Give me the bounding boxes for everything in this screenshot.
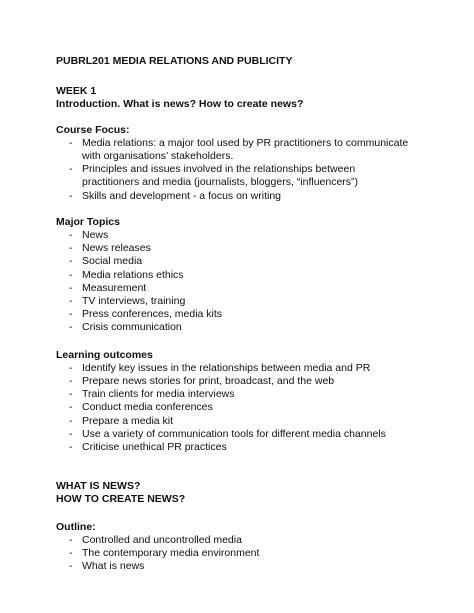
list-item bbox=[56, 163, 451, 189]
list-item bbox=[56, 428, 451, 441]
week-label: WEEK 1 bbox=[56, 85, 97, 98]
spacer bbox=[56, 112, 451, 124]
spacer bbox=[56, 335, 451, 349]
outline-heading: Outline: bbox=[56, 520, 96, 533]
bullet-dash: - bbox=[69, 547, 73, 560]
list-item-text: News releases bbox=[82, 242, 151, 255]
spacer bbox=[56, 507, 451, 521]
bullet-dash: - bbox=[69, 136, 73, 149]
list-item bbox=[56, 560, 451, 573]
spacer bbox=[56, 68, 451, 85]
list-item-line: Media relations: a major tool used by PR practitioners to communicate bbox=[82, 136, 409, 149]
list-item-text: Skills and development - a focus on writing bbox=[82, 189, 282, 202]
list-item-text: What is news bbox=[82, 560, 145, 573]
list-item bbox=[56, 441, 451, 454]
list-item-text bbox=[82, 137, 451, 163]
list-item bbox=[56, 375, 451, 388]
bullet-dash: - bbox=[69, 295, 73, 308]
major-topics-heading: Major Topics bbox=[56, 215, 120, 228]
list-item bbox=[56, 190, 451, 203]
list-item bbox=[56, 308, 451, 321]
list-item-text: Controlled and uncontrolled media bbox=[82, 533, 242, 546]
spacer bbox=[56, 203, 451, 216]
list-item-text: Social media bbox=[82, 255, 143, 268]
week-subtitle: Introduction. What is news? How to create news? bbox=[56, 98, 304, 111]
bullet-dash: - bbox=[69, 308, 73, 321]
course-focus-heading: Course Focus: bbox=[56, 123, 130, 136]
list-item bbox=[56, 295, 451, 308]
list-item bbox=[56, 282, 451, 295]
spacer bbox=[56, 454, 451, 480]
list-item-line: Principles and issues involved in the relationships between bbox=[82, 163, 356, 176]
list-item bbox=[56, 401, 451, 414]
document-page bbox=[56, 55, 451, 574]
list-item-text: Use a variety of communication tools for different media channels bbox=[82, 427, 386, 440]
list-item bbox=[56, 534, 451, 547]
bullet-dash: - bbox=[69, 388, 73, 401]
bullet-dash: - bbox=[69, 401, 73, 414]
bullet-dash: - bbox=[69, 242, 73, 255]
bullet-dash: - bbox=[69, 427, 73, 440]
list-item bbox=[56, 362, 451, 375]
list-item-line: practitioners and media (journalists, bloggers, “influencers”) bbox=[82, 176, 359, 189]
list-item-text: Media relations ethics bbox=[82, 268, 184, 281]
list-item bbox=[56, 242, 451, 255]
bullet-dash: - bbox=[69, 414, 73, 427]
list-item-text: Crisis communication bbox=[82, 321, 182, 334]
list-item bbox=[56, 229, 451, 242]
section-heading-how-to-create-news: HOW TO CREATE NEWS? bbox=[56, 493, 186, 506]
course-focus-list bbox=[56, 137, 451, 203]
list-item-text: Criticise unethical PR practices bbox=[82, 441, 227, 454]
bullet-dash: - bbox=[69, 321, 73, 334]
list-item-line: with organisations’ stakeholders. bbox=[82, 150, 234, 163]
list-item bbox=[56, 255, 451, 268]
bullet-dash: - bbox=[69, 163, 73, 176]
list-item-text: Prepare a media kit bbox=[82, 414, 174, 427]
bullet-dash: - bbox=[69, 375, 73, 388]
list-item bbox=[56, 415, 451, 428]
course-title: PUBRL201 MEDIA RELATIONS AND PUBLICITY bbox=[56, 55, 293, 67]
bullet-dash: - bbox=[69, 441, 73, 454]
list-item bbox=[56, 388, 451, 401]
list-item-text: Press conferences, media kits bbox=[82, 308, 223, 321]
major-topics-list bbox=[56, 229, 451, 335]
list-item-text: Identify key issues in the relationships between media and PR bbox=[82, 361, 371, 374]
bullet-dash: - bbox=[69, 361, 73, 374]
bullet-dash: - bbox=[69, 533, 73, 546]
list-item-text: Measurement bbox=[82, 281, 147, 294]
list-item bbox=[56, 321, 451, 334]
list-item-text: TV interviews, training bbox=[82, 295, 186, 308]
bullet-dash: - bbox=[69, 189, 73, 202]
learning-outcomes-list bbox=[56, 362, 451, 454]
outline-list bbox=[56, 534, 451, 574]
list-item bbox=[56, 269, 451, 282]
bullet-dash: - bbox=[69, 560, 73, 573]
list-item bbox=[56, 137, 451, 163]
list-item-text: News bbox=[82, 229, 109, 242]
list-item-text bbox=[82, 163, 451, 189]
bullet-dash: - bbox=[69, 281, 73, 294]
list-item-text: Conduct media conferences bbox=[82, 401, 213, 414]
section-heading-what-is-news: WHAT IS NEWS? bbox=[56, 480, 141, 493]
list-item-text: Prepare news stories for print, broadcast, and the web bbox=[82, 375, 335, 388]
bullet-dash: - bbox=[69, 255, 73, 268]
list-item-text: The contemporary media environment bbox=[82, 547, 260, 560]
list-item bbox=[56, 547, 451, 560]
learning-outcomes-heading: Learning outcomes bbox=[56, 348, 153, 361]
bullet-dash: - bbox=[69, 268, 73, 281]
bullet-dash: - bbox=[69, 229, 73, 242]
list-item-text: Train clients for media interviews bbox=[82, 388, 235, 401]
